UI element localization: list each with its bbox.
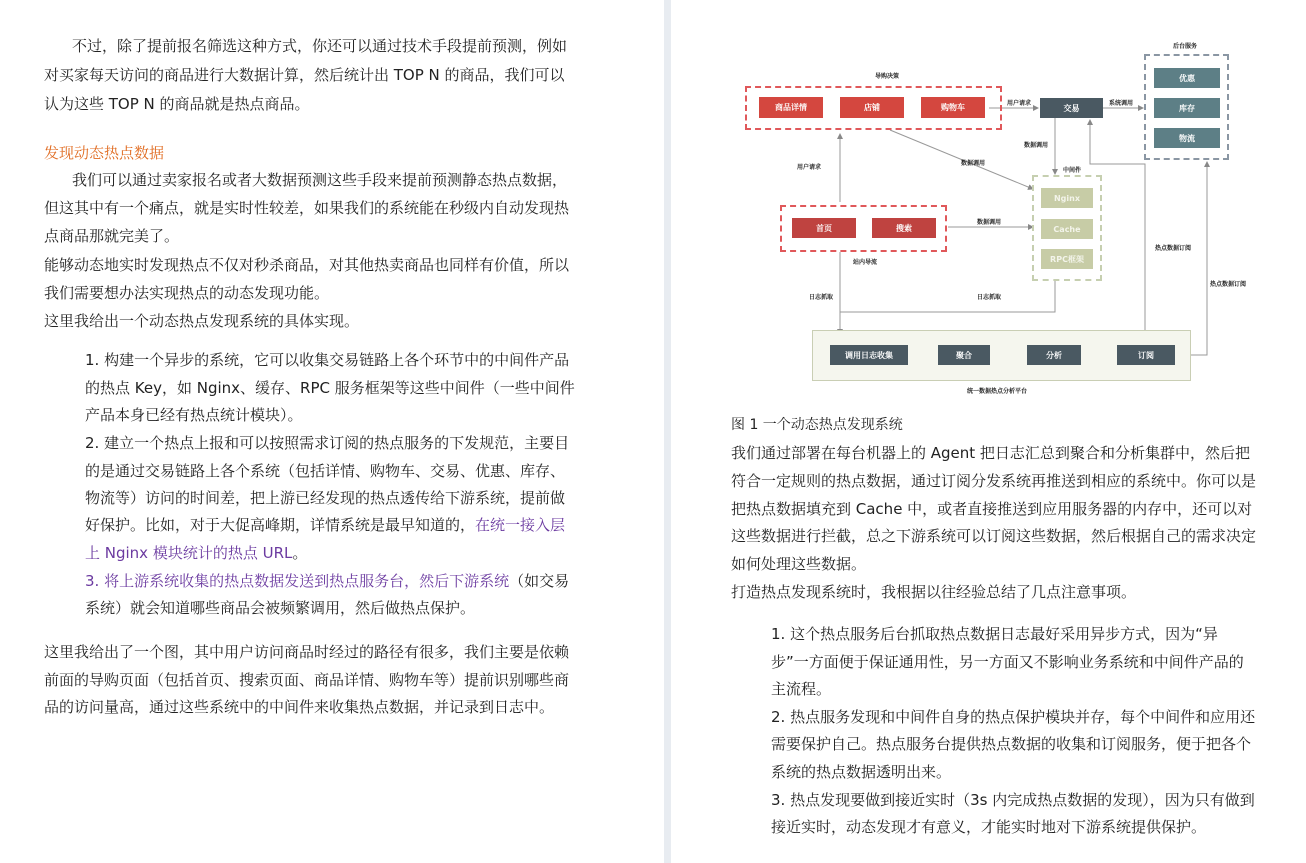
list-item-3-rest: （如交易 (509, 572, 570, 590)
backend-title: 后台服务 (1173, 43, 1198, 50)
label-system-call: 系统调用 (1109, 100, 1134, 107)
middleware-title: 中间件 (1063, 167, 1082, 174)
home-box: 首页 (792, 218, 856, 238)
paragraph-1-line-2: 对买家每天访问的商品进行大数据计算，然后统计出 TOP N 的商品，我们可以 (44, 66, 565, 84)
paragraph-4: 这里我给出一个动态热点发现系统的具体实现。 (44, 312, 360, 330)
paragraph-5-line-1: 这里我给出了一个图，其中用户访问商品时经过的路径有很多，我们主要是依赖 (44, 643, 570, 661)
product-detail-box: 商品详情 (759, 97, 823, 118)
right-list-1-line-2: 步”一方面便于保证通用性，另一方面又不影响业务系统和中间件产品的 (771, 653, 1244, 671)
subscribe-box: 订阅 (1117, 345, 1175, 365)
right-list-3-line-2: 接近实时，动态发现才有意义，才能实时地对下游系统提供保护。 (771, 818, 1207, 836)
list-item-3-line-2: 系统）就会知道哪些商品会被频繁调用，然后做热点保护。 (85, 599, 476, 617)
search-box: 搜索 (872, 218, 936, 238)
right-list-2-line-2: 需要保护自己。热点服务台提供热点数据的收集和订阅服务，便于把各个 (771, 735, 1252, 753)
label-hot-sub-1: 热点数据订阅 (1155, 245, 1192, 252)
trade-box: 交易 (1040, 98, 1103, 118)
right-paragraph-2: 打造热点发现系统时，我根据以往经验总结了几点注意事项。 (731, 583, 1137, 601)
right-list-3-line-1: 3. 热点发现要做到接近实时（3s 内完成热点数据的发现），因为只有做到 (771, 791, 1255, 809)
analyze-box: 分析 (1027, 345, 1081, 365)
logistics-box: 物流 (1154, 128, 1220, 148)
list-item-2-line-2: 的是通过交易链路上各个系统（包括详情、购物车、交易、优惠、库存、 (85, 462, 566, 480)
list-item-2-line-3: 物流等）访问的时间差，把上游已经发现的热点透传给下游系统，提前做 (85, 489, 566, 507)
paragraph-1-line-3: 认为这些 TOP N 的商品就是热点商品。 (44, 95, 310, 113)
label-data-call-3: 数据调用 (977, 219, 1002, 226)
paragraph-1-line-1: 不过，除了提前报名筛选这种方式，你还可以通过技术手段提前预测，例如 (72, 37, 568, 55)
hot-url-link-part-1[interactable]: 在统一接入层 (475, 516, 566, 534)
store-box: 店铺 (840, 97, 904, 118)
label-data-call-1: 数据调用 (1024, 142, 1049, 149)
section-heading: 发现动态热点数据 (44, 144, 165, 162)
right-paragraph-1-line-5: 如何处理这些数据。 (731, 555, 867, 573)
paragraph-5-line-3: 品的访问量高，通过这些系统中的中间件来收集热点数据，并记录到日志中。 (44, 698, 555, 716)
list-item-3-line-1 (85, 569, 569, 594)
right-list-2-line-3: 系统的热点数据透明出来。 (771, 763, 952, 781)
list-item-2-end: 。 (292, 544, 308, 562)
paragraph-2-line-1: 我们可以通过卖家报名或者大数据预测这些手段来提前预测静态热点数据， (72, 171, 568, 189)
label-user-request-2: 用户请求 (797, 164, 822, 171)
rpc-box: RPC框架 (1041, 249, 1093, 269)
label-user-request-1: 用户请求 (1007, 100, 1032, 107)
right-paragraph-1-line-1: 我们通过部署在每台机器上的 Agent 把日志汇总到聚合和分析集群中，然后把 (731, 444, 1250, 462)
inventory-box: 库存 (1154, 98, 1220, 118)
list-item-1-line-3: 产品本身已经有热点统计模块）。 (85, 406, 303, 424)
label-data-call-2: 数据调用 (961, 160, 986, 167)
paragraph-2-line-2: 但这其中有一个痛点，就是实时性较差，如果我们的系统能在秒级内自动发现热 (44, 199, 570, 217)
cache-box: Cache (1041, 219, 1093, 239)
list-item-1-line-2: 的热点 Key，如 Nginx、缓存、RPC 服务框架等这些中间件（一些中间件 (85, 379, 575, 397)
page-gutter (664, 0, 671, 863)
right-paragraph-1-line-3: 把热点数据填充到 Cache 中，或者直接推送到应用服务器的内存中，还可以对 (731, 500, 1253, 518)
nginx-box: Nginx (1041, 188, 1093, 208)
figure-caption: 图 1 一个动态热点发现系统 (731, 417, 903, 433)
cart-box: 购物车 (921, 97, 985, 118)
list-item-2-line-4-text: 好保护。比如，对于大促高峰期，详情系统是最早知道的， (85, 516, 476, 534)
label-log-fetch-1: 日志抓取 (809, 294, 834, 301)
list-item-3-highlight[interactable]: 3. 将上游系统收集的热点数据发送到热点服务台，然后下游系统 (85, 572, 510, 590)
right-list-2-line-1: 2. 热点服务发现和中间件自身的热点保护模块并存，每个中间件和应用还 (771, 708, 1256, 726)
right-paragraph-1-line-2: 符合一定规则的热点数据，通过订阅分发系统再推送到相应的系统中。你可以是 (731, 472, 1257, 490)
paragraph-2-line-3: 点商品那就完美了。 (44, 227, 180, 245)
right-list-1-line-1: 1. 这个热点服务后台抓取热点数据日志最好采用异步方式，因为“异 (771, 625, 1218, 643)
aggregate-box: 聚合 (938, 345, 990, 365)
right-paragraph-1-line-4: 这些数据进行拦截，总之下游系统可以订阅这些数据，然后根据自己的需求决定 (731, 527, 1257, 545)
paragraph-5-line-2: 前面的导购页面（包括首页、搜索页面、商品详情、购物车等）提前识别哪些商 (44, 671, 570, 689)
log-collect-box: 调用日志收集 (830, 345, 908, 365)
label-site-guide: 站内导流 (853, 259, 878, 266)
platform-title: 统一数据热点分析平台 (967, 388, 1028, 395)
right-list-1-line-3: 主流程。 (771, 680, 832, 698)
paragraph-3-line-1: 能够动态地实时发现热点不仅对秒杀商品，对其他热卖商品也同样有价值，所以 (44, 256, 570, 274)
paragraph-3-line-2: 我们需要想办法实现热点的动态发现功能。 (44, 284, 330, 302)
label-log-fetch-2: 日志抓取 (977, 294, 1002, 301)
list-item-2-line-4 (85, 513, 565, 538)
list-item-1-line-1: 1. 构建一个异步的系统，它可以收集交易链路上各个环节中的中间件产品 (85, 351, 570, 369)
hot-url-link-part-2[interactable]: 上 Nginx 模块统计的热点 URL (85, 544, 293, 562)
discount-box: 优惠 (1154, 68, 1220, 88)
list-item-2-line-1: 2. 建立一个热点上报和可以按照需求订阅的热点服务的下发规范，主要目 (85, 434, 570, 452)
list-item-2-line-5 (85, 541, 307, 566)
label-hot-sub-2: 热点数据订阅 (1210, 281, 1247, 288)
hot-spot-discovery-diagram (745, 34, 1245, 404)
guide-title: 导购决策 (875, 73, 900, 80)
